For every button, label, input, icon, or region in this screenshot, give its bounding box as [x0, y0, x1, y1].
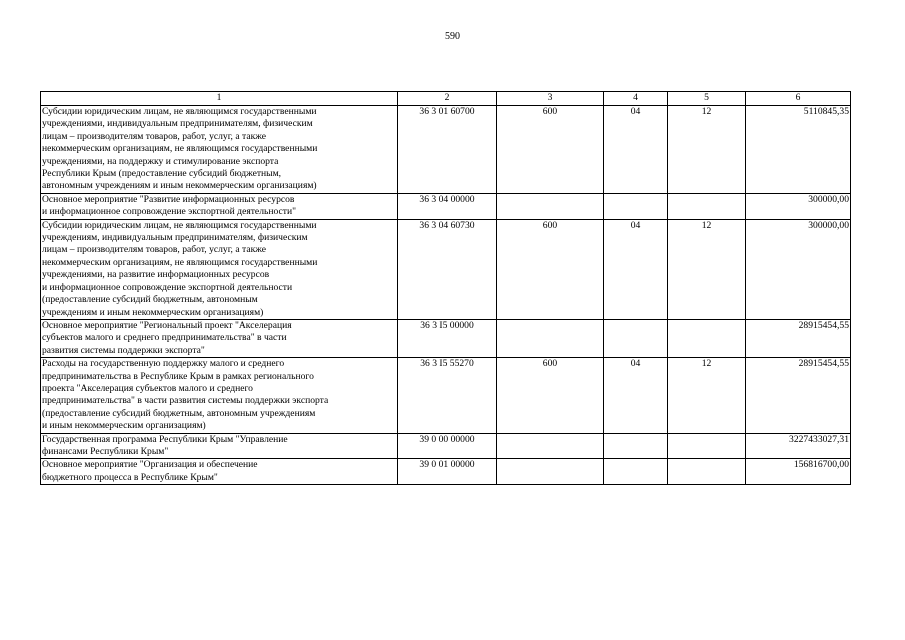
row-code: 36 3 I5 55270: [398, 358, 497, 433]
row-code: 39 0 01 00000: [398, 459, 497, 485]
row-sum: 3227433027,31: [746, 433, 851, 459]
row-name: Основное мероприятие "Организация и обеспечение бюджетного процесса в Республике Крым": [41, 459, 398, 485]
table-body: [41, 106, 851, 485]
row-code: 36 3 I5 00000: [398, 319, 497, 357]
table-row: [41, 319, 851, 357]
table-row: [41, 106, 851, 194]
header-col-2: 2: [398, 92, 497, 106]
budget-table: [40, 91, 851, 485]
page-number: 590: [445, 31, 460, 42]
row-col-3: 600: [497, 106, 604, 194]
header-col-4: 4: [604, 92, 668, 106]
header-col-5: 5: [668, 92, 746, 106]
header-col-3: 3: [497, 92, 604, 106]
row-col-4: [604, 433, 668, 459]
row-sum: 300000,00: [746, 193, 851, 219]
row-col-5: 12: [668, 358, 746, 433]
row-sum: 300000,00: [746, 219, 851, 319]
row-col-5: [668, 459, 746, 485]
row-name: Государственная программа Республики Крым "Управление финансами Республики Крым": [41, 433, 398, 459]
table-row: [41, 219, 851, 319]
row-code: 36 3 01 60700: [398, 106, 497, 194]
row-col-5: [668, 433, 746, 459]
row-col-4: [604, 459, 668, 485]
row-sum: 5110845,35: [746, 106, 851, 194]
row-col-3: 600: [497, 219, 604, 319]
row-code: 39 0 00 00000: [398, 433, 497, 459]
row-name: Основное мероприятие "Развитие информационных ресурсов и информационное сопровождение экспортной деятельности": [41, 193, 398, 219]
row-sum: 28915454,55: [746, 319, 851, 357]
row-sum: 156816700,00: [746, 459, 851, 485]
row-col-3: [497, 319, 604, 357]
row-col-4: [604, 193, 668, 219]
row-col-3: [497, 193, 604, 219]
row-col-5: [668, 193, 746, 219]
row-col-4: 04: [604, 106, 668, 194]
header-row: [41, 92, 851, 106]
header-col-6: 6: [746, 92, 851, 106]
row-code: 36 3 04 00000: [398, 193, 497, 219]
header-col-1: 1: [41, 92, 398, 106]
row-col-4: 04: [604, 358, 668, 433]
row-name: Основное мероприятие "Региональный проект "Акселерация субъектов малого и среднего предпринимательства" в части развития системы поддержки экспорта": [41, 319, 398, 357]
row-col-3: 600: [497, 358, 604, 433]
row-code: 36 3 04 60730: [398, 219, 497, 319]
row-name: Субсидии юридическим лицам, не являющимся государственными учреждениями, индивидуальным предпринимателям, физическим лицам – производителям товаров, работ, услуг, а также некоммерческим организациям, не являющимся государственными учреждениями, на поддержку и стимулирование экспорта Республики Крым (предоставление субсидий бюджетным, автономным учреждениям и иным некоммерческим организациям): [41, 106, 398, 194]
table-row: [41, 358, 851, 433]
table-row: [41, 193, 851, 219]
row-col-5: [668, 319, 746, 357]
table-row: [41, 459, 851, 485]
row-col-5: 12: [668, 106, 746, 194]
row-name: Расходы на государственную поддержку малого и среднего предпринимательства в Республике Крым в рамках регионального проекта "Акселерация субъектов малого и среднего предпринимательства" в части развития системы поддержки экспорта (предоставление субсидий бюджетным, автономным учреждениям и иным некоммерческим организациям): [41, 358, 398, 433]
row-sum: 28915454,55: [746, 358, 851, 433]
row-col-3: [497, 459, 604, 485]
row-col-5: 12: [668, 219, 746, 319]
row-col-3: [497, 433, 604, 459]
table-row: [41, 433, 851, 459]
row-col-4: 04: [604, 219, 668, 319]
row-col-4: [604, 319, 668, 357]
row-name: Субсидии юридическим лицам, не являющимся государственными учреждениям, индивидуальным предпринимателям, физическим лицам – производителям товаров, работ, услуг, а также некоммерческим организациям, не являющимся государственными учреждениями, на развитие информационных ресурсов и информационное сопровождение экспортной деятельности (предоставление субсидий бюджетным, автономным учреждениям и иным некоммерческим организациям): [41, 219, 398, 319]
